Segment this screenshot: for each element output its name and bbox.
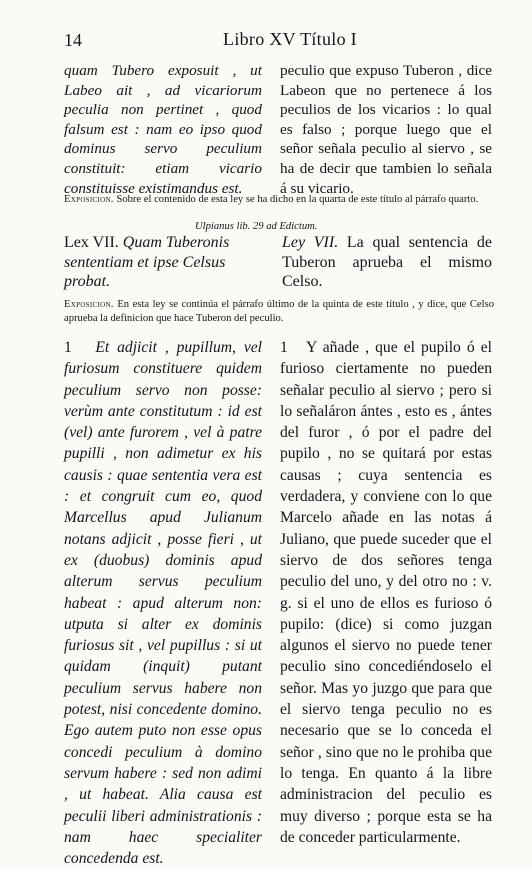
running-title: Libro XV Título I bbox=[223, 29, 357, 49]
exposition-note-1 bbox=[64, 193, 494, 207]
lex-latin bbox=[64, 233, 264, 292]
spanish-column-paragraph1 bbox=[280, 337, 492, 848]
lex-spanish-text: La qual sentencia de Tuberon aprueba el mismo Celso. bbox=[282, 234, 493, 290]
exposition-label: Exposicion. bbox=[64, 299, 114, 310]
spanish-column-section1: peculio que expuso Tuberon , dice Labeon que no pertenece á los peculios de los vicarios : lo qual es falso ; porque luego que el señor señala peculio al siervo , se ha de decir que tambien lo señala á su vicario. bbox=[280, 62, 492, 197]
latin-paragraph-number: 1 bbox=[64, 339, 72, 356]
page-number: 14 bbox=[64, 30, 82, 50]
lex-spanish bbox=[282, 233, 492, 292]
exposition-text: Sobre el contenido de esta ley se ha dicho en la quarta de este título al párrafo quarto. bbox=[116, 194, 479, 205]
spanish-paragraph-number: 1 bbox=[280, 339, 288, 356]
latin-paragraph-text: Et adjicit , pupillum, vel furiosum constituere quidem peculium servo non posse: verùm ante constitutum : id est (vel) ante furorem , vel à patre pupilli , non adimetur ex his causis : quae sententia vera est : et congruit cum eo, quod Marcellus apud Julianum notans adjicit , posse fieri , ut ex (duobus) dominis apud alterum servus peculium habeat : apud alterum non: utputa si alter ex dominis furiosus sit , vel pupillus : si ut quidam (inquit) putant peculium servus habere non potest, nisi concedente domino. Ego autem puto non esse opus concedi peculium à domino servum habere : sed non adimi , ut habeat. Alia causa est peculii liberi administrationis : nam haec specialiter concedenda est. bbox=[64, 339, 262, 868]
lex-latin-text: Quam Tuberonis sententiam et ipse Celsus probat. bbox=[64, 234, 230, 290]
source-attribution: Ulpianus lib. 29 ad Edictum. bbox=[195, 221, 318, 232]
exposition-note-2 bbox=[64, 298, 494, 326]
lex-latin-label: Lex VII. bbox=[64, 234, 119, 251]
lex-spanish-label: Ley VII. bbox=[282, 234, 339, 251]
spanish-paragraph-text: Y añade , que el pupilo ó el furioso ciertamente no pueden señalar peculio al siervo ; pero si lo señaláron ántes , esto es , ántes del furor , ó por el padre del pupilo , no se quitará por estas causas ; cuya sentencia es verdadera, y conviene con lo que Marcelo añade en las notas á Juliano, que puede suceder que el siervo de dos señores tenga peculio del uno, y del otro no : v. g. si el uno de ellos es furioso ó pupilo: (dice) si como juzgan algunos el siervo no puede tener peculio sino concediéndoselo el señor. Mas yo juzgo que para que el siervo tenga peculio no es necesario que se lo conceda el señor , sino que no le prohiba que lo tenga. En quanto á la libre administracion del peculio es muy diverso ; porque esta se ha de conceder particularmente. bbox=[280, 339, 492, 846]
exposition-label: Exposicion. bbox=[64, 194, 114, 205]
latin-column-section1: quam Tubero exposuit , ut Labeo ait , ad vicariorum peculia non pertinet , quod falsum est : nam eo ipso quod dominus servo peculium constituit: etiam vicario constituisse existimandus est. bbox=[64, 62, 262, 197]
latin-column-paragraph1 bbox=[64, 337, 262, 869]
exposition-text: En esta ley se continúa el párrafo último de la quinta de este título , y dice, que Celso aprueba la definicion que hace Tuberon del peculio. bbox=[64, 299, 494, 324]
